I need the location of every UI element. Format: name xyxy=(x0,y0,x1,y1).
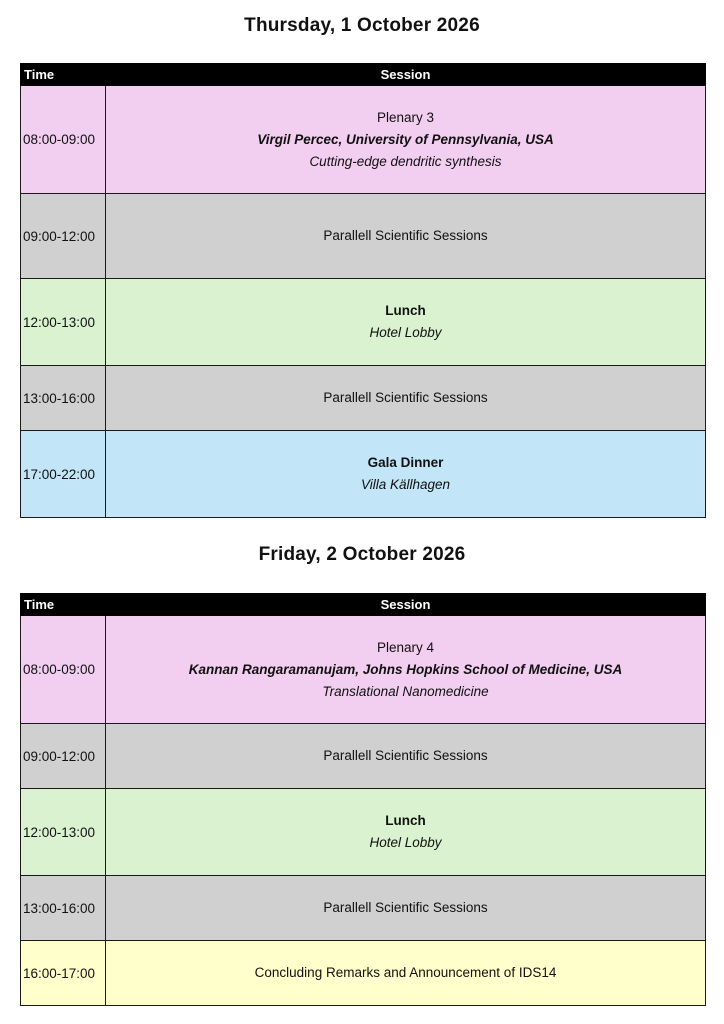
time-cell: 08:00-09:00 xyxy=(21,616,106,724)
table-header-row xyxy=(21,64,706,86)
session-cell xyxy=(106,941,706,1006)
session-location: Hotel Lobby xyxy=(369,325,442,340)
table-row-parallel-sessions xyxy=(21,724,706,789)
time-cell: 09:00-12:00 xyxy=(21,194,106,279)
table-row-lunch xyxy=(21,279,706,366)
session-cell xyxy=(106,876,706,941)
session-cell xyxy=(106,616,706,724)
session-cell xyxy=(106,86,706,194)
session-title: Parallell Scientific Sessions xyxy=(323,900,488,915)
session-title: Concluding Remarks and Announcement of IDS14 xyxy=(254,965,557,980)
session-title: Lunch xyxy=(385,303,426,318)
time-cell: 08:00-09:00 xyxy=(21,86,106,194)
time-cell: 12:00-13:00 xyxy=(21,279,106,366)
session-speaker: Kannan Rangaramanujam, Johns Hopkins School of Medicine, USA xyxy=(188,661,623,677)
schedule-table-thursday xyxy=(20,63,706,518)
session-title: Gala Dinner xyxy=(367,455,444,470)
table-row-parallel-sessions xyxy=(21,366,706,431)
table-row-plenary-4 xyxy=(21,616,706,724)
day-title-friday: Friday, 2 October 2026 xyxy=(258,544,466,565)
session-column-header: Session xyxy=(106,64,706,86)
session-cell xyxy=(106,279,706,366)
session-title: Parallell Scientific Sessions xyxy=(323,748,488,763)
time-cell: 13:00-16:00 xyxy=(21,366,106,431)
session-cell xyxy=(106,789,706,876)
table-row-parallel-sessions xyxy=(21,194,706,279)
schedule-table-friday xyxy=(20,593,706,1006)
table-header-row xyxy=(21,594,706,616)
time-cell: 17:00-22:00 xyxy=(21,431,106,518)
session-topic: Cutting-edge dendritic synthesis xyxy=(309,153,502,169)
time-column-header: Time xyxy=(21,594,106,616)
session-title: Parallell Scientific Sessions xyxy=(323,228,488,243)
table-row-lunch xyxy=(21,789,706,876)
time-cell: 16:00-17:00 xyxy=(21,941,106,1006)
table-row-plenary-3 xyxy=(21,86,706,194)
table-row-parallel-sessions xyxy=(21,876,706,941)
session-cell xyxy=(106,194,706,279)
session-location: Hotel Lobby xyxy=(369,835,442,850)
session-title: Lunch xyxy=(385,813,426,828)
session-cell xyxy=(106,431,706,518)
session-title: Parallell Scientific Sessions xyxy=(323,390,488,405)
time-cell: 12:00-13:00 xyxy=(21,789,106,876)
session-speaker: Virgil Percec, University of Pennsylvania, USA xyxy=(257,131,554,147)
time-cell: 13:00-16:00 xyxy=(21,876,106,941)
time-cell: 09:00-12:00 xyxy=(21,724,106,789)
session-cell xyxy=(106,366,706,431)
session-title: Plenary 4 xyxy=(376,639,435,655)
table-row-gala-dinner xyxy=(21,431,706,518)
day-title-thursday: Thursday, 1 October 2026 xyxy=(244,15,480,36)
session-title: Plenary 3 xyxy=(376,109,435,125)
table-row-concluding-remarks xyxy=(21,941,706,1006)
time-column-header: Time xyxy=(21,64,106,86)
session-location: Villa Källhagen xyxy=(360,477,451,492)
session-topic: Translational Nanomedicine xyxy=(322,683,489,699)
session-cell xyxy=(106,724,706,789)
session-column-header: Session xyxy=(106,594,706,616)
